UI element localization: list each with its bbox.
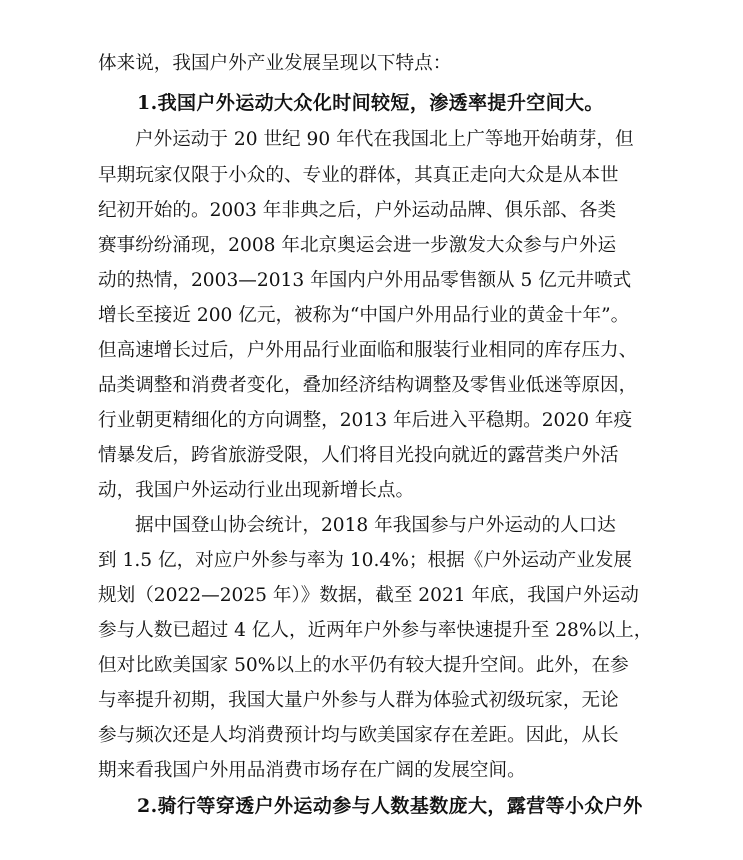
paragraph-2-line-6: 与率提升初期，我国大量户外参与人群为体验式初级玩家，无论 bbox=[98, 690, 619, 711]
paragraph-2-line-7: 参与频次还是人均消费预计均与欧美国家存在差距。因此，从长 bbox=[98, 725, 619, 746]
paragraph-2-line-1: 据中国登山协会统计，2018 年我国参与户外运动的人口达 bbox=[135, 515, 616, 536]
paragraph-2-line-3: 规划（2022—2025 年）》数据，截至 2021 年底，我国户外运动 bbox=[98, 585, 639, 606]
paragraph-1-line-1: 户外运动于 20 世纪 90 年代在我国北上广等地开始萌芽，但 bbox=[135, 129, 634, 150]
paragraph-1-line-3: 纪初开始的。2003 年非典之后，户外运动品牌、俱乐部、各类 bbox=[98, 200, 617, 221]
paragraph-1-line-9: 行业朝更精细化的方向调整，2013 年后进入平稳期。2020 年疫 bbox=[98, 410, 633, 431]
section-heading-2: 2.骑行等穿透户外运动参与人数基数庞大，露营等小众户外 bbox=[137, 795, 643, 817]
intro-line: 体来说，我国户外产业发展呈现以下特点： bbox=[98, 53, 452, 74]
paragraph-1-line-8: 品类调整和消费者变化，叠加经济结构调整及零售业低迷等原因， bbox=[98, 375, 638, 396]
paragraph-1-line-2: 早期玩家仅限于小众的、专业的群体，其真正走向大众是从本世 bbox=[98, 165, 619, 186]
paragraph-2-line-5: 但对比欧美国家 50%以上的水平仍有较大提升空间。此外，在参 bbox=[98, 655, 629, 676]
paragraph-1-line-10: 情暴发后，跨省旅游受限，人们将目光投向就近的露营类户外活 bbox=[98, 445, 619, 466]
paragraph-2-line-4: 参与人数已超过 4 亿人，近两年户外参与率快速提升至 28%以上， bbox=[98, 620, 653, 641]
paragraph-1-line-11: 动，我国户外运动行业出现新增长点。 bbox=[98, 480, 415, 501]
paragraph-1-line-4: 赛事纷纷涌现，2008 年北京奥运会进一步激发大众参与户外运 bbox=[98, 235, 617, 256]
paragraph-1-line-7: 但高速增长过后，户外用品行业面临和服装行业相同的库存压力、 bbox=[98, 340, 638, 361]
paragraph-1-line-6: 增长至接近 200 亿元，被称为“中国户外用品行业的黄金十年”。 bbox=[98, 305, 630, 326]
paragraph-1-line-5: 动的热情，2003—2013 年国内户外用品零售额从 5 亿元井喷式 bbox=[98, 270, 632, 291]
section-heading-1: 1.我国户外运动大众化时间较短，渗透率提升空间大。 bbox=[137, 92, 604, 114]
paragraph-2-line-2: 到 1.5 亿，对应户外参与率为 10.4%；根据《户外运动产业发展 bbox=[98, 550, 633, 571]
paragraph-2-line-8: 期来看我国户外用品消费市场存在广阔的发展空间。 bbox=[98, 760, 526, 781]
